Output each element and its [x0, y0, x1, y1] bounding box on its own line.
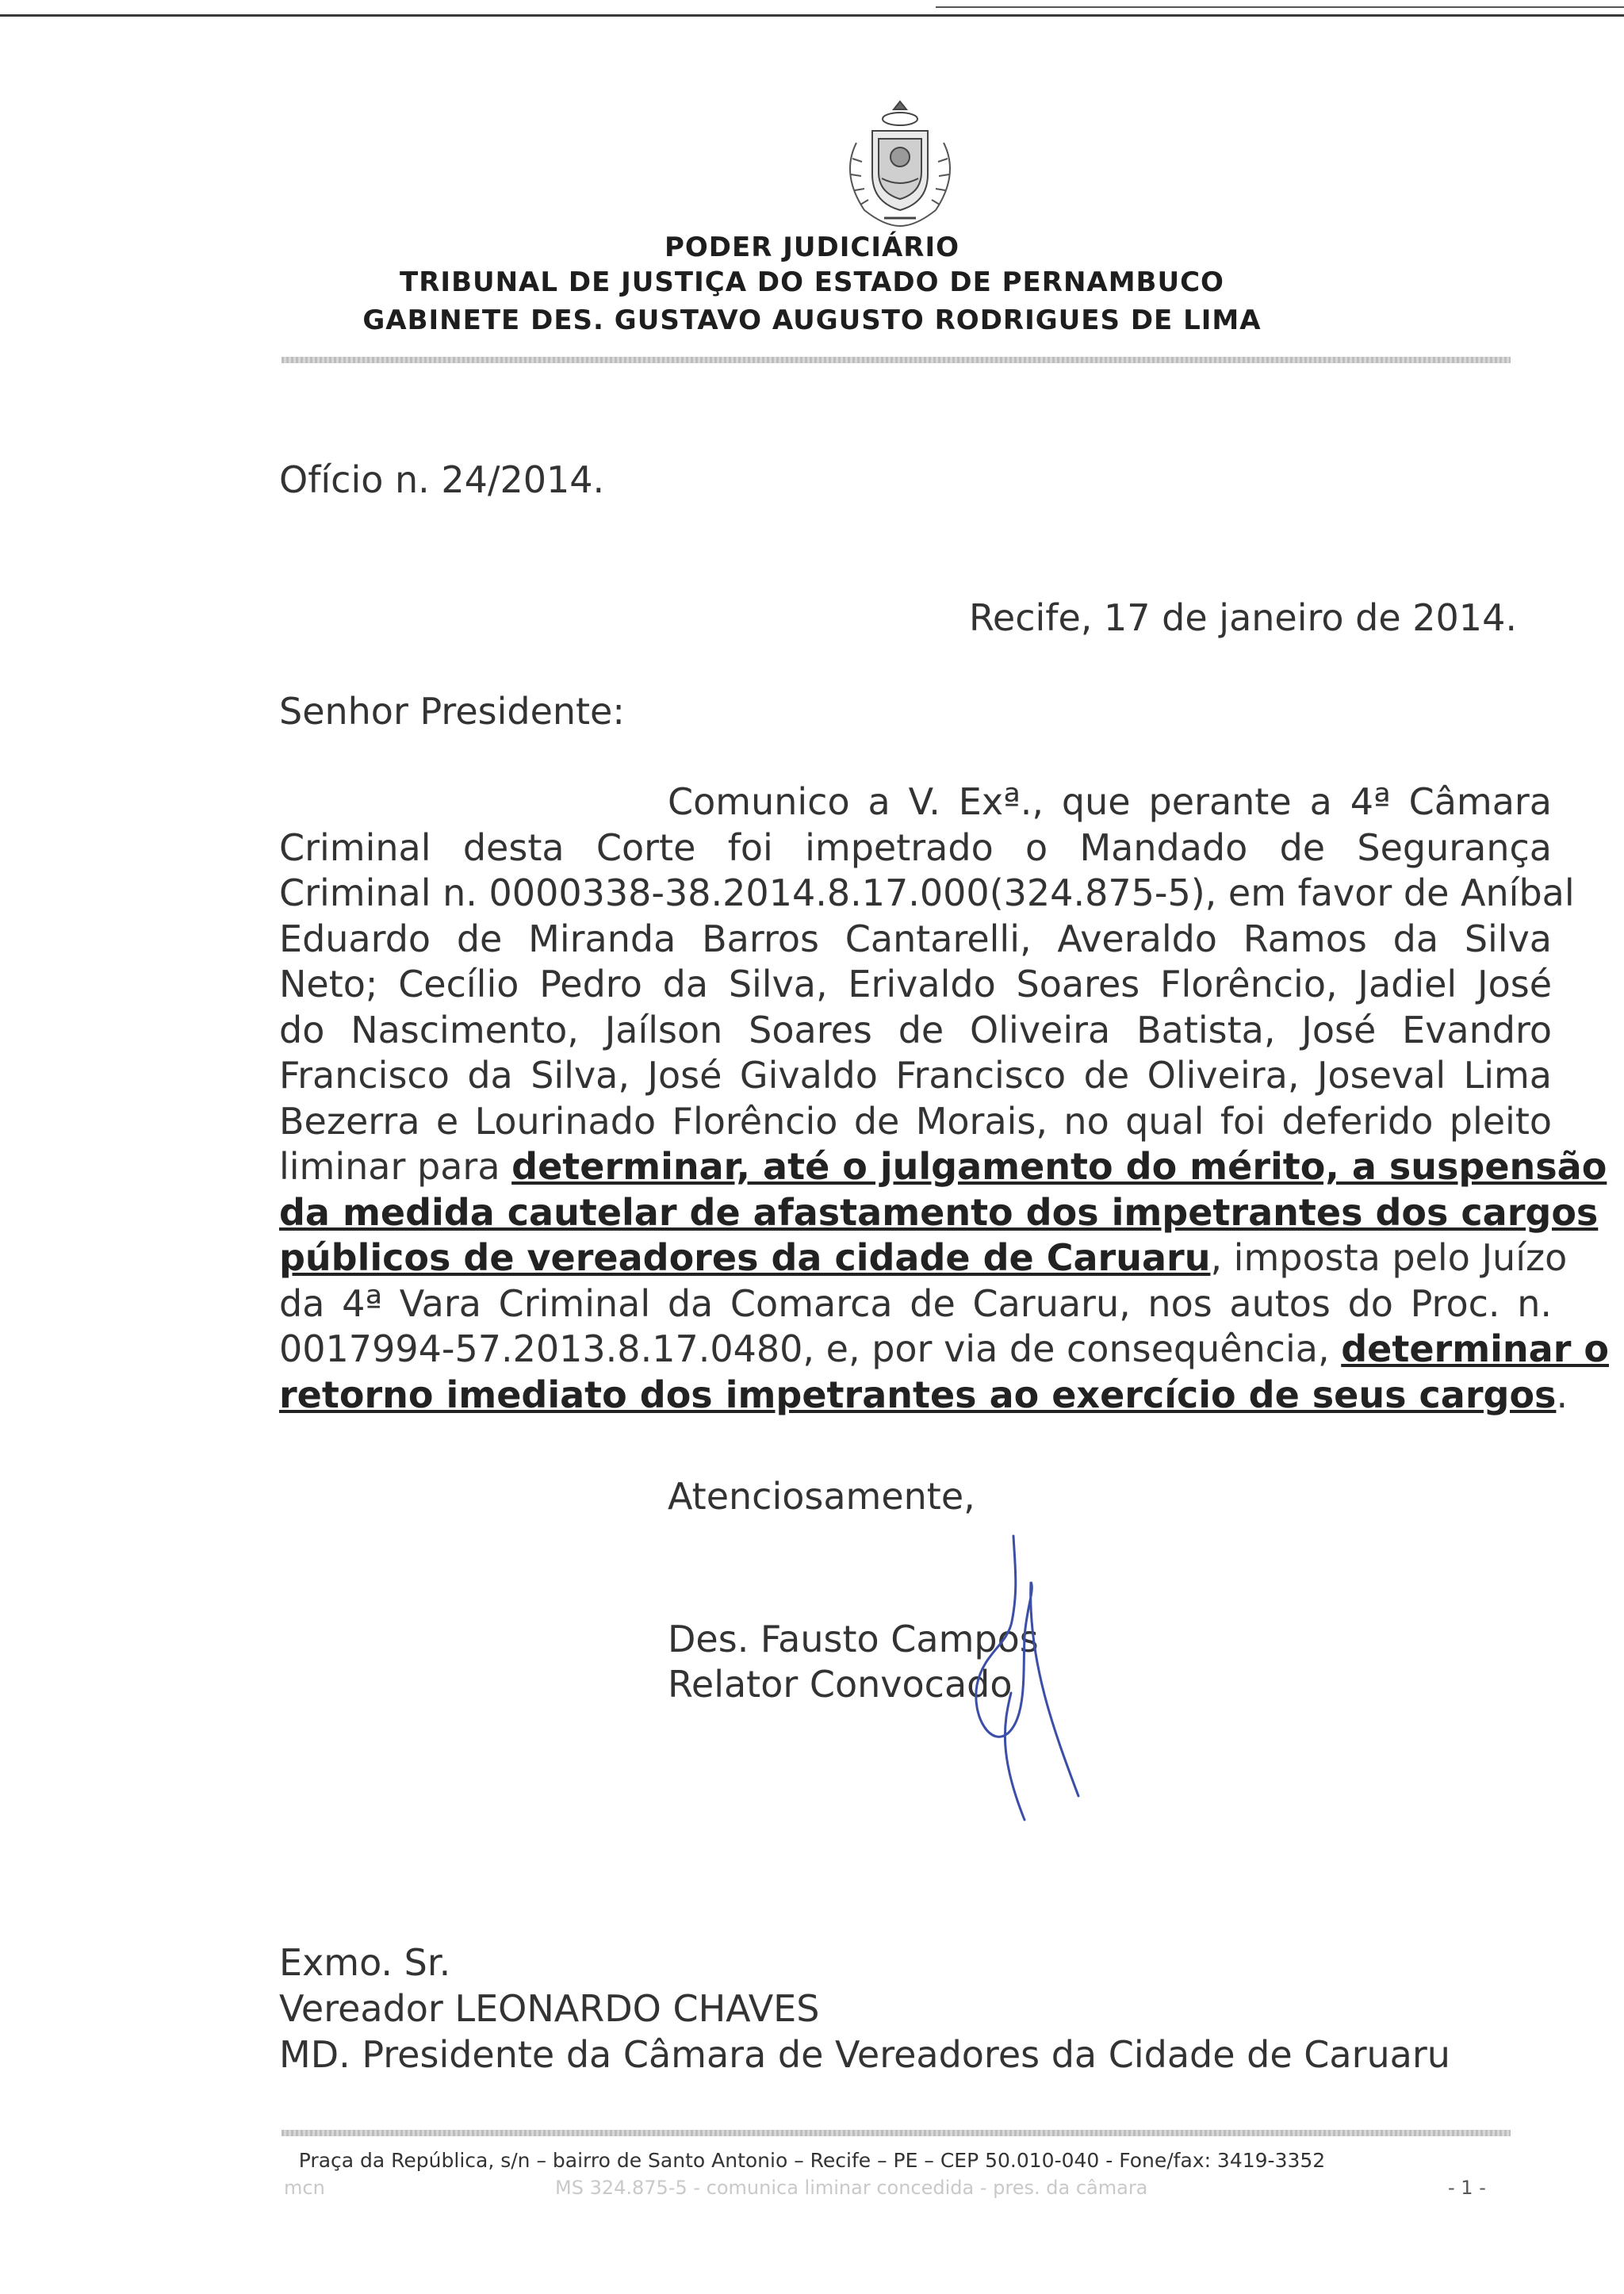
letter-number: Ofício n. 24/2014.: [279, 458, 605, 501]
addressee-title: Exmo. Sr.: [279, 1941, 451, 1984]
body-line: Neto; Cecílio Pedro da Silva, Erivaldo Soares Florêncio, Jadiel José: [279, 963, 1552, 1005]
body-text-emphasis: determinar, até o julgamento do mérito, a suspensão: [511, 1145, 1607, 1188]
footer-reference: MS 324.875-5 - comunica liminar concedida - pres. da câmara: [555, 2177, 1148, 2199]
footer-initials: mcn: [284, 2177, 325, 2199]
body-line: do Nascimento, Jaílson Soares de Oliveira Batista, José Evandro: [279, 1008, 1552, 1051]
body-line: [279, 1373, 1568, 1419]
header-separator: [282, 357, 1511, 363]
body-text-plain: .: [1556, 1373, 1568, 1416]
footer-separator: [282, 2130, 1511, 2136]
header-line-judiciary: PODER JUDICIÁRIO: [664, 232, 960, 263]
body-line: Criminal desta Corte foi impetrado o Mandado de Segurança: [279, 825, 1552, 869]
body-text-plain: , imposta pelo Juízo: [1210, 1236, 1568, 1279]
body-line: Criminal n. 0000338-38.2014.8.17.000(324.875-5), em favor de Aníbal: [279, 871, 1575, 914]
top-border-line: [0, 14, 1624, 17]
letter-place-date: Recife, 17 de janeiro de 2014.: [969, 596, 1517, 639]
body-text-emphasis: retorno imediato dos impetrantes ao exercício de seus cargos: [279, 1373, 1557, 1416]
addressee-name: Vereador LEONARDO CHAVES: [279, 1987, 820, 2030]
letter-body: [279, 779, 1609, 1418]
body-text-emphasis: públicos de vereadores da cidade de Caruaru: [279, 1236, 1211, 1279]
header-line-office: GABINETE DES. GUSTAVO AUGUSTO RODRIGUES DE LIMA: [362, 304, 1262, 336]
body-line: [279, 1190, 1599, 1236]
body-line: [279, 1144, 1607, 1190]
top-border-line-secondary: [936, 6, 1624, 8]
body-text-plain: 0017994-57.2013.8.17.0480, e, por via de consequência,: [279, 1327, 1342, 1370]
body-line: da 4ª Vara Criminal da Comarca de Caruaru, nos autos do Proc. n.: [279, 1281, 1552, 1325]
body-line: Bezerra e Lourinado Florêncio de Morais, no qual foi deferido pleito: [279, 1099, 1552, 1143]
body-line: Eduardo de Miranda Barros Cantarelli, Averaldo Ramos da Silva: [279, 917, 1552, 960]
pernambuco-coat-of-arms-emblem: [825, 95, 975, 230]
body-line: [279, 1235, 1568, 1281]
letter-salutation: Senhor Presidente:: [279, 690, 625, 733]
handwritten-signature: [936, 1534, 1094, 1828]
body-text-plain: liminar para: [279, 1145, 512, 1188]
addressee-position: MD. Presidente da Câmara de Vereadores da Cidade de Caruaru: [279, 2033, 1450, 2076]
header-line-court: TRIBUNAL DE JUSTIÇA DO ESTADO DE PERNAMBUCO: [400, 266, 1224, 298]
body-text-emphasis: determinar o: [1341, 1327, 1609, 1370]
signer-name: Des. Fausto Campos: [668, 1618, 1039, 1660]
body-text-emphasis: da medida cautelar de afastamento dos impetrantes dos cargos: [279, 1190, 1599, 1234]
body-line: [279, 1327, 1609, 1373]
signer-role: Relator Convocado: [668, 1663, 1013, 1706]
letter-closing: Atenciosamente,: [668, 1475, 975, 1518]
body-line: Francisco da Silva, José Givaldo Francisco de Oliveira, Joseval Lima: [279, 1054, 1552, 1097]
page-number: - 1 -: [1448, 2177, 1486, 2199]
body-line: Comunico a V. Exª., que perante a 4ª Câmara: [668, 780, 1552, 823]
footer-address: Praça da República, s/n – bairro de Santo Antonio – Recife – PE – CEP 50.010-040 - Fone/fax: 3419-3352: [298, 2149, 1326, 2172]
